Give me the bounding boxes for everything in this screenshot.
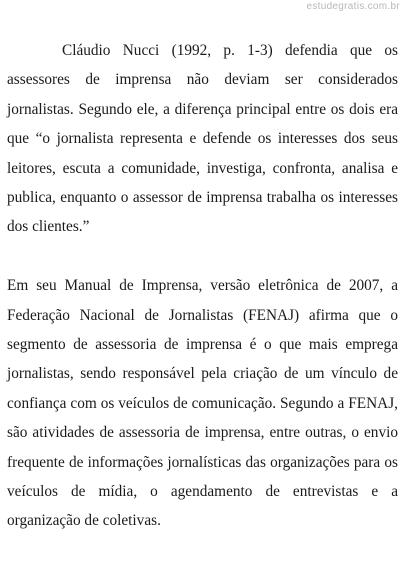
paragraph-fenaj: Em seu Manual de Imprensa, versão eletrônica de 2007, a Federação Nacional de Jornalistas (FENAJ) afirma que o segmento de assessoria de imprensa é o que mais emprega jornalistas, sendo responsável pela criação de um vínculo de confiança com os veículos de comunicação. Segundo a FENAJ, são atividades de assessoria de imprensa, entre outras, o envio frequente de informações jornalísticas das organizações para os veículos de mídia, o agendamento de entrevistas e a organização de coletivas. <box>7 277 398 530</box>
paragraph-nucci: Cláudio Nucci (1992, p. 1-3) defendia que os assessores de imprensa não deviam ser considerados jornalistas. Segundo ele, a diferença principal entre os dois era que “o jornalista representa e defende os interesses dos seus leitores, escuta a comunidade, investiga, confronta, analisa e publica, enquanto o assessor de imprensa trabalha os interesses dos clientes.” <box>7 42 398 236</box>
site-watermark: estudegratis.com.br <box>306 1 400 12</box>
document-body <box>7 36 398 536</box>
